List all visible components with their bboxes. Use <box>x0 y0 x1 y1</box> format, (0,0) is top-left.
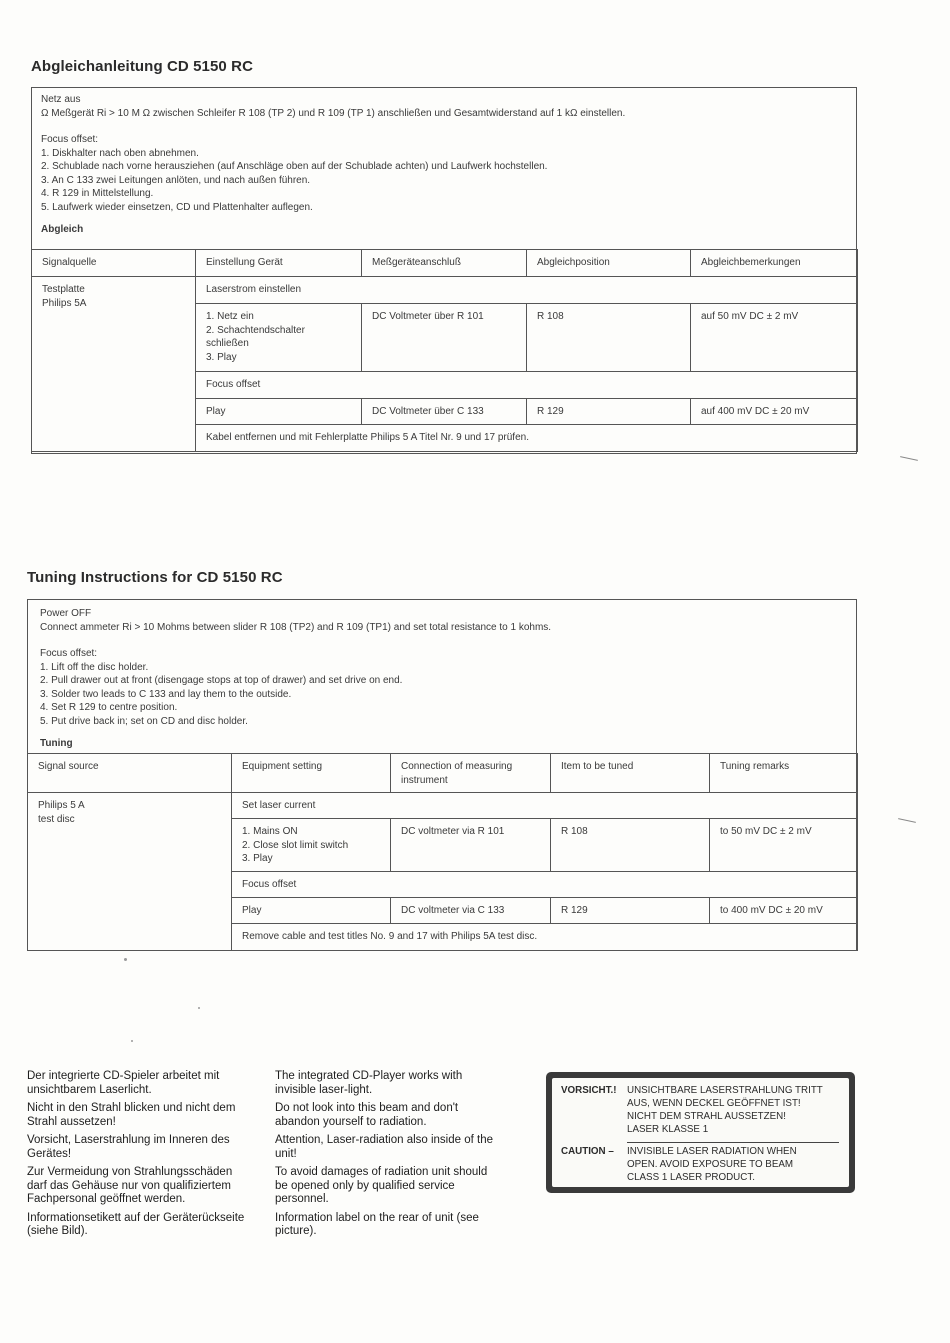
label-line: CLASS 1 LASER PRODUCT. <box>627 1172 755 1183</box>
section-row-focus: Focus offset <box>232 872 858 898</box>
english-intro-line: Power OFF <box>40 608 92 619</box>
vorsicht-label: VORSICHT.! <box>561 1085 617 1096</box>
signal-source-cell <box>32 277 196 452</box>
table-header: Einstellung Gerät <box>196 250 362 277</box>
label-line: UNSICHTBARE LASERSTRAHLUNG TRITT <box>627 1085 823 1096</box>
label-line: NICHT DEM STRAHL AUSSETZEN! <box>627 1111 786 1122</box>
english-step: 4. Set R 129 to centre position. <box>40 702 178 713</box>
table-header: Signalquelle <box>32 250 196 277</box>
english-step: 3. Solder two leads to C 133 and lay them to the outside. <box>40 688 292 700</box>
vorsicht-text <box>627 1084 823 1136</box>
setting-line: 2. Schachtendschalter <box>206 324 305 336</box>
remark-cell: to 400 mV DC ± 20 mV <box>710 898 858 924</box>
german-instructions-box <box>31 87 857 454</box>
signal-source-cell <box>28 793 232 951</box>
german-step: 4. R 129 in Mittelstellung. <box>41 188 154 199</box>
warning-paragraph: Informationsetikett auf der Geräterückseite (siehe Bild). <box>27 1211 245 1237</box>
scan-mark <box>898 818 916 823</box>
warning-paragraph: Zur Vermeidung von Strahlungsschäden darf das Gehäuse nur von qualifiziertem Fachpersonal geöffnet werden. <box>27 1166 233 1205</box>
label-line: INVISIBLE LASER RADIATION WHEN <box>627 1146 797 1157</box>
german-focus-label: Focus offset: <box>41 134 99 145</box>
warning-paragraph: Vorsicht, Laserstrahlung im Inneren des Gerätes! <box>27 1134 230 1160</box>
laser-warning-label <box>546 1072 855 1193</box>
scan-speck <box>131 1040 133 1042</box>
signal-source-line: Philips 5A <box>42 297 87 309</box>
signal-source-line: Philips 5 A <box>38 800 85 811</box>
connection-cell: DC voltmeter via R 101 <box>391 819 551 872</box>
remark-cell: auf 400 mV DC ± 20 mV <box>691 399 858 425</box>
german-intro-line: Ω Meßgerät Ri > 10 M Ω zwischen Schleifer R 108 (TP 2) und R 109 (TP 1) anschließen und Gesamtwiderstand auf 1 kΩ einstellen. <box>41 107 626 119</box>
german-intro <box>32 88 856 237</box>
english-step: 2. Pull drawer out at front (disengage stops at top of drawer) and set drive on end. <box>40 675 403 686</box>
table-header: Tuning remarks <box>710 754 858 793</box>
table-header: Signal source <box>28 754 232 793</box>
table-header: Equipment setting <box>232 754 391 793</box>
english-instructions-box <box>27 599 857 951</box>
signal-source-line: Testplatte <box>42 284 85 295</box>
remark-cell: auf 50 mV DC ± 2 mV <box>691 304 858 372</box>
setting-line: schließen <box>206 338 249 349</box>
connection-cell: DC Voltmeter über R 101 <box>362 304 527 372</box>
table-footer-note: Remove cable and test titles No. 9 and 17 with Philips 5A test disc. <box>232 924 858 951</box>
setting-line: 1. Netz ein <box>206 311 254 322</box>
english-tuning-table <box>27 753 858 951</box>
german-intro-line: Netz aus <box>41 94 81 105</box>
warning-paragraph: Information label on the rear of unit (see picture). <box>275 1211 479 1237</box>
english-step: 1. Lift off the disc holder. <box>40 661 149 673</box>
warning-paragraph: Nicht in den Strahl blicken und nicht dem Strahl aussetzen! <box>27 1102 236 1128</box>
warning-paragraph: Attention, Laser-radiation also inside of the unit! <box>275 1134 493 1160</box>
table-header: Connection of measuring instrument <box>391 754 551 793</box>
scan-speck <box>124 958 127 961</box>
position-cell: R 108 <box>551 819 710 872</box>
scan-mark <box>900 456 918 461</box>
label-line: AUS, WENN DECKEL GEÖFFNET IST! <box>627 1098 801 1109</box>
table-header: Item to be tuned <box>551 754 710 793</box>
section-row-focus: Focus offset <box>196 372 858 399</box>
setting-cell: Play <box>232 898 391 924</box>
caution-label: CAUTION – <box>561 1146 614 1157</box>
signal-source-line: test disc <box>38 813 75 825</box>
section-row-laser: Set laser current <box>232 793 858 819</box>
warning-paragraph: The integrated CD-Player works with invisible laser-light. <box>275 1070 463 1096</box>
english-table-heading: Tuning <box>40 738 73 749</box>
table-footer-note: Kabel entfernen und mit Fehlerplatte Philips 5 A Titel Nr. 9 und 17 prüfen. <box>196 425 858 452</box>
label-line: OPEN. AVOID EXPOSURE TO BEAM <box>627 1159 794 1170</box>
german-step: 3. An C 133 zwei Leitungen anlöten, und nach außen führen. <box>41 174 311 186</box>
setting-line: 2. Close slot limit switch <box>242 839 349 851</box>
setting-cell <box>196 304 362 372</box>
position-cell: R 129 <box>551 898 710 924</box>
german-table-heading: Abgleich <box>41 224 84 235</box>
english-intro-line: Connect ammeter Ri > 10 Mohms between slider R 108 (TP2) and R 109 (TP1) and set total resistance to 1 kohms. <box>40 621 552 633</box>
setting-cell: Play <box>196 399 362 425</box>
caution-text <box>627 1145 797 1184</box>
warning-paragraph: Do not look into this beam and don't abandon yourself to radiation. <box>275 1102 459 1128</box>
german-title: Abgleichanleitung CD 5150 RC <box>31 58 254 75</box>
german-warning-text <box>27 1070 249 1244</box>
position-cell: R 108 <box>527 304 691 372</box>
english-focus-label: Focus offset: <box>40 648 98 659</box>
label-line: LASER KLASSE 1 <box>627 1124 709 1135</box>
german-step: 5. Laufwerk wieder einsetzen, CD und Plattenhalter auflegen. <box>41 201 313 213</box>
table-header: Meßgeräteanschluß <box>362 250 527 277</box>
scan-speck <box>198 1007 200 1009</box>
position-cell: R 129 <box>527 399 691 425</box>
german-step: 2. Schublade nach vorne herausziehen (auf Anschläge oben auf der Schublade achten) und Laufwerk hochstellen. <box>41 161 548 172</box>
english-step: 5. Put drive back in; set on CD and disc holder. <box>40 715 248 727</box>
english-intro <box>28 600 856 751</box>
connection-cell: DC voltmeter via C 133 <box>391 898 551 924</box>
connection-cell: DC Voltmeter über C 133 <box>362 399 527 425</box>
setting-line: 1. Mains ON <box>242 826 298 837</box>
setting-line: 3. Play <box>206 351 237 363</box>
english-warning-text <box>275 1070 497 1244</box>
setting-line: 3. Play <box>242 853 273 864</box>
english-title: Tuning Instructions for CD 5150 RC <box>27 569 283 586</box>
warning-paragraph: To avoid damages of radiation unit should be opened only by qualified service personnel. <box>275 1166 488 1205</box>
remark-cell: to 50 mV DC ± 2 mV <box>710 819 858 872</box>
table-header: Abgleichbemerkungen <box>691 250 858 277</box>
label-divider <box>627 1142 839 1143</box>
german-tuning-table <box>31 249 858 452</box>
german-step: 1. Diskhalter nach oben abnehmen. <box>41 147 199 159</box>
section-row-laser: Laserstrom einstellen <box>196 277 858 304</box>
warning-paragraph: Der integrierte CD-Spieler arbeitet mit unsichtbarem Laserlicht. <box>27 1070 220 1096</box>
table-header: Abgleichposition <box>527 250 691 277</box>
setting-cell <box>232 819 391 872</box>
